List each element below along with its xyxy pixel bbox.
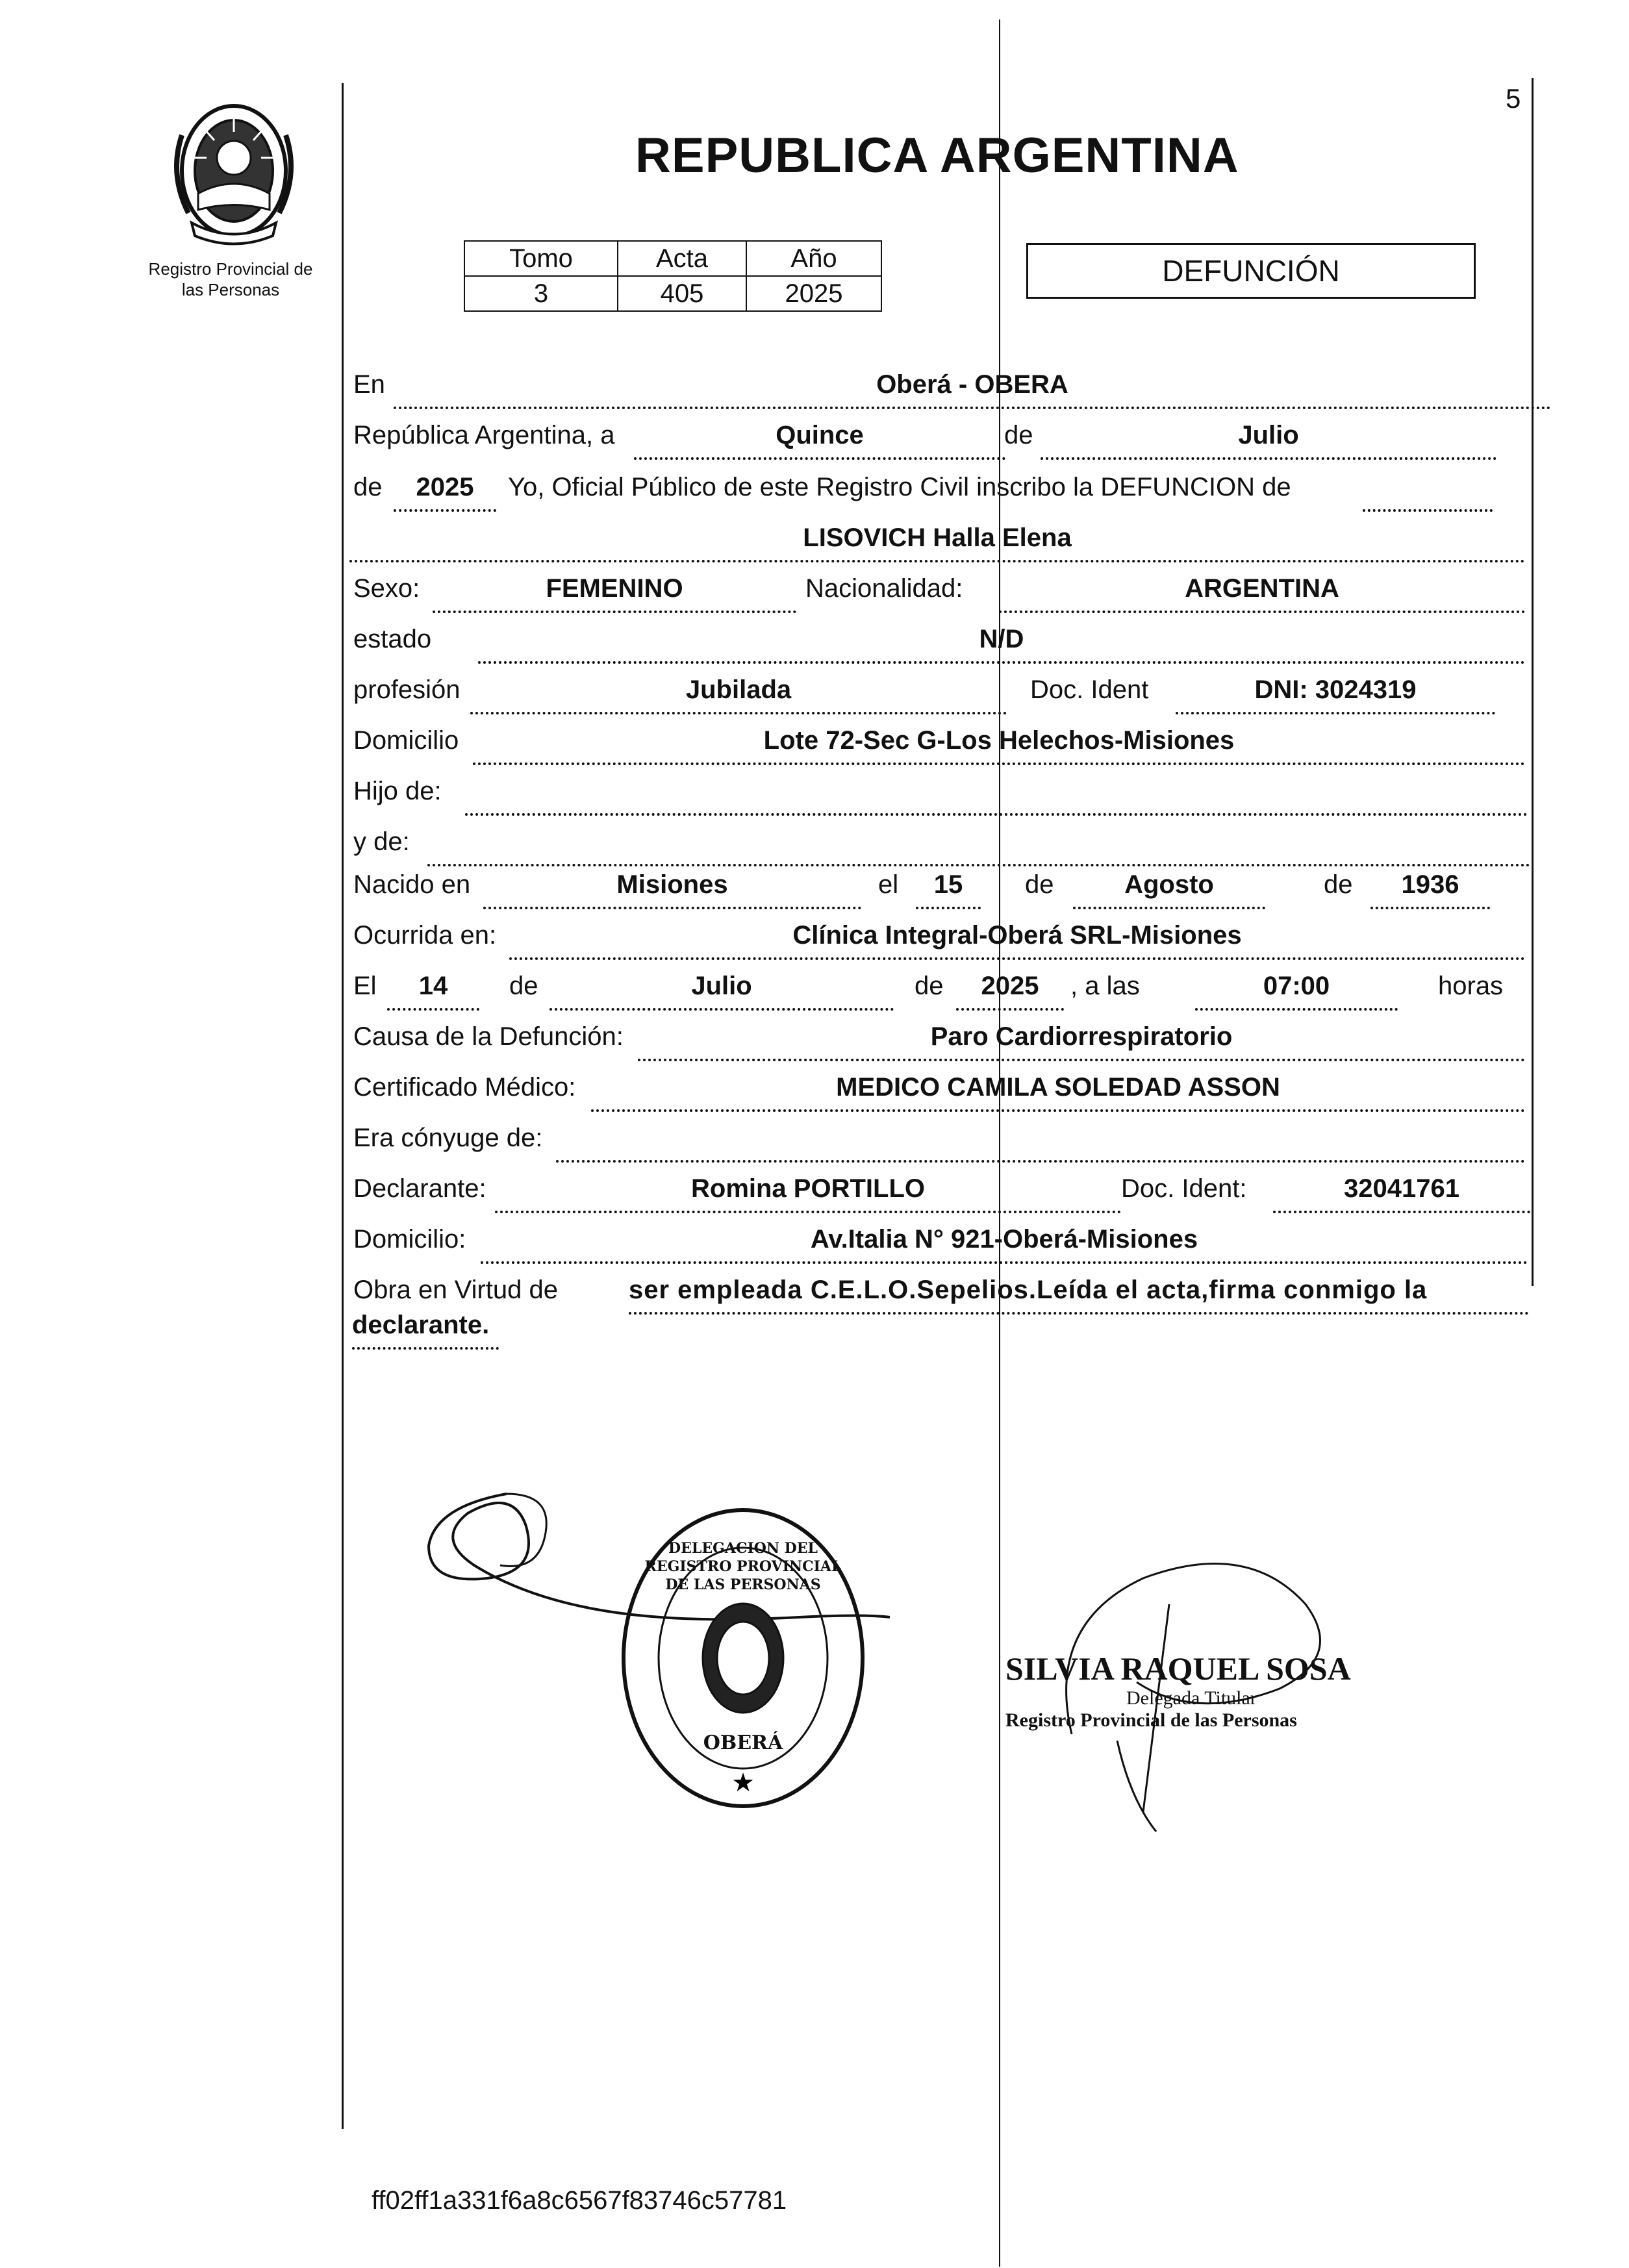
province-seal-emblem: [162, 96, 305, 246]
label-de-birth-month: de: [1025, 870, 1054, 899]
field-nacionalidad: ARGENTINA: [999, 574, 1525, 613]
label-de-death-month: de: [509, 972, 538, 1000]
acta-value: 405: [618, 276, 746, 311]
acta-header: Acta: [618, 241, 746, 276]
statement-text: Yo, Oficial Público de este Registro Civil inscribo la DEFUNCION de: [508, 473, 1291, 501]
label-de: de: [1004, 421, 1033, 449]
page-number: 5: [1506, 83, 1521, 114]
label-nacionalidad: Nacionalidad:: [805, 574, 963, 603]
field-obra: ser empleada C.E.L.O.Sepelios.Leída el acta,firma conmigo la: [629, 1276, 1529, 1315]
field-hijo: [465, 777, 1528, 816]
field-declarante: Romina PORTILLO: [495, 1174, 1121, 1213]
field-death-month: Julio: [549, 972, 894, 1011]
field-estado: N/D: [478, 625, 1525, 664]
field-place: Oberá - OBERA: [394, 370, 1551, 409]
field-doc: DNI: 3024319: [1176, 675, 1495, 714]
label-el2: El: [353, 972, 377, 1000]
label-de-year: de: [353, 473, 383, 501]
label-nacido: Nacido en: [353, 870, 471, 899]
ano-header: Año: [746, 241, 881, 276]
label-alas: , a las: [1070, 972, 1140, 1000]
record-type-box: [1026, 243, 1476, 299]
label-horas: horas: [1438, 972, 1504, 1000]
label-ocurrida: Ocurrida en:: [353, 921, 497, 950]
field-ocurrida: Clínica Integral-Oberá SRL-Misiones: [509, 921, 1525, 960]
field-causa: Paro Cardiorrespiratorio: [638, 1022, 1525, 1061]
official-office: Registro Provincial de las Personas: [1005, 1709, 1297, 1731]
label-en: En: [353, 370, 385, 399]
registry-name-line2: las Personas: [181, 280, 280, 299]
official-stamp: [618, 1506, 868, 1811]
stamp-ring-text: DELEGACION DEL REGISTRO PROVINCIAL DE LAS PERSONAS: [644, 1540, 842, 1593]
province-seal: [162, 96, 305, 246]
label-decl-doc: Doc. Ident:: [1121, 1174, 1247, 1203]
field-profesion: Jubilada: [470, 675, 1007, 714]
label-de-death-year: de: [915, 972, 944, 1000]
label-doc: Doc. Ident: [1030, 675, 1149, 704]
tomo-acta-ano-table: [464, 240, 882, 312]
left-margin-rule: [342, 83, 344, 2129]
label-de-birth-year: de: [1324, 870, 1353, 899]
country-title: REPUBLICA ARGENTINA: [635, 128, 1239, 183]
label-domicilio: Domicilio: [353, 726, 459, 755]
label-conyuge: Era cónyuge de:: [353, 1124, 543, 1152]
svg-text:★: ★: [731, 1768, 755, 1798]
field-death-day: 14: [387, 972, 479, 1011]
field-year: 2025: [394, 473, 496, 512]
label-decl-domicilio: Domicilio:: [353, 1225, 466, 1254]
tomo-value: 3: [464, 276, 618, 311]
label-profesion: profesión: [353, 675, 461, 704]
field-deceased-name: LISOVICH Halla Elena: [349, 523, 1525, 562]
field-death-time: 07:00: [1195, 972, 1398, 1011]
document-hash: ff02ff1a331f6a8c6567f83746c57781: [372, 2186, 787, 2215]
right-margin-rule: [1532, 78, 1534, 1286]
label-estado: estado: [353, 625, 432, 653]
field-day-word: Quince: [634, 421, 1005, 460]
official-title: Delegada Titular: [1126, 1687, 1257, 1709]
registry-name: [127, 258, 334, 300]
label-el: el: [878, 870, 899, 899]
field-sexo: FEMENINO: [433, 574, 796, 613]
registry-name-line1: Registro Provincial de: [148, 259, 313, 279]
field-conyuge: [556, 1124, 1525, 1163]
field-yde: [427, 827, 1530, 866]
ano-value: 2025: [746, 276, 881, 311]
field-certificado: MEDICO CAMILA SOLEDAD ASSON: [591, 1073, 1525, 1112]
field-statement-trail: [1363, 473, 1493, 512]
field-month: Julio: [1041, 421, 1496, 460]
record-type: DEFUNCIÓN: [1162, 254, 1340, 288]
label-republica: República Argentina, a: [353, 421, 615, 449]
field-domicilio: Lote 72-Sec G-Los Helechos-Misiones: [473, 726, 1525, 765]
official-block: [1005, 1650, 1369, 1732]
field-birth-day: 15: [916, 870, 981, 909]
official-name: SILVIA RAQUEL SOSA: [1005, 1650, 1351, 1687]
field-obra-2: declarante.: [352, 1311, 499, 1350]
field-decl-domicilio: Av.Italia N° 921-Oberá-Misiones: [481, 1225, 1528, 1264]
field-decl-doc: 32041761: [1273, 1174, 1530, 1213]
field-death-year: 2025: [956, 972, 1064, 1011]
label-yde: y de:: [353, 827, 410, 856]
stamp-city: OBERÁ: [703, 1732, 783, 1754]
label-declarante: Declarante:: [353, 1174, 486, 1203]
tomo-header: Tomo: [464, 241, 618, 276]
field-nacido-en: Misiones: [483, 870, 861, 909]
label-sexo: Sexo:: [353, 574, 420, 603]
label-obra: Obra en Virtud de: [353, 1276, 559, 1304]
label-causa: Causa de la Defunción:: [353, 1022, 624, 1051]
label-certificado: Certificado Médico:: [353, 1073, 576, 1102]
label-hijo: Hijo de:: [353, 777, 442, 805]
field-birth-month: Agosto: [1073, 870, 1265, 909]
field-birth-year: 1936: [1370, 870, 1490, 909]
